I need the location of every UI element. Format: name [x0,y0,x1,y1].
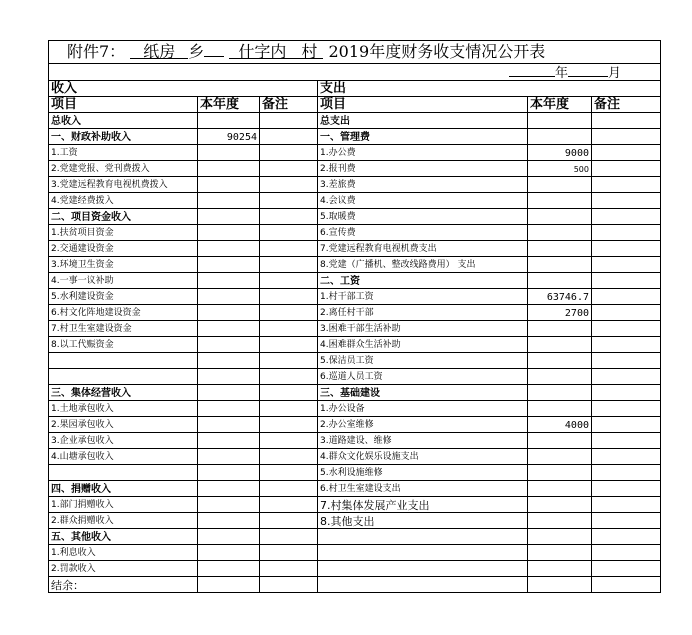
expense-value [528,433,592,449]
expense-item: 4.群众文化娱乐设施支出 [318,449,528,465]
expense-item: 3.困难干部生活补助 [318,321,528,337]
income-value [198,513,260,529]
expense-item: 2.办公室维修 [318,417,528,433]
total-row [49,113,661,129]
income-note [260,433,318,449]
title-village-suffix: 村 [295,45,323,59]
total-expense-note [592,113,661,129]
income-note [260,353,318,369]
income-item: 一、财政补助收入 [49,129,198,145]
table-row [49,401,661,417]
expense-item: 三、基础建设 [318,385,528,401]
footer-expense-value [528,577,592,593]
expense-item: 1.村干部工资 [318,289,528,305]
expense-header: 支出 [318,81,661,97]
income-note [260,257,318,273]
expense-note [592,289,661,305]
income-item: 6.村文化阵地建设资金 [49,305,198,321]
title-row [49,41,661,64]
income-value [198,305,260,321]
income-note [260,417,318,433]
income-item: 2.果园承包收入 [49,417,198,433]
income-item-header: 项目 [49,97,198,113]
title-prefix: 附件7： [67,42,126,61]
income-item [49,353,198,369]
table-row [49,497,661,513]
expense-value [528,177,592,193]
expense-value: 2700 [528,305,592,321]
total-income-note [260,113,318,129]
income-note [260,385,318,401]
income-item [49,369,198,385]
income-item: 2.交通建设资金 [49,241,198,257]
income-value [198,433,260,449]
expense-item: 5.取暖费 [318,209,528,225]
expense-item [318,561,528,577]
income-item: 2.罚款收入 [49,561,198,577]
expense-item: 4.会议费 [318,193,528,209]
total-income-value [198,113,260,129]
expense-note [592,401,661,417]
expense-value [528,225,592,241]
expense-note [592,545,661,561]
income-item: 3.环境卫生资金 [49,257,198,273]
expense-note [592,353,661,369]
expense-value [528,401,592,417]
expense-value [528,529,592,545]
table-row [49,289,661,305]
title-town-gap [204,56,224,57]
income-note [260,193,318,209]
income-item: 1.土地承包收入 [49,401,198,417]
balance-value [198,577,260,593]
income-value [198,401,260,417]
income-item: 7.村卫生室建设资金 [49,321,198,337]
income-item: 4.一事一议补助 [49,273,198,289]
expense-value [528,321,592,337]
income-item: 五、其他收入 [49,529,198,545]
title-village: 什字内 [229,45,295,59]
income-note [260,161,318,177]
income-value [198,241,260,257]
column-header-row [49,97,661,113]
expense-item: 6.宣传费 [318,225,528,241]
table-row [49,561,661,577]
table-row [49,513,661,529]
income-note [260,529,318,545]
income-note [260,513,318,529]
expense-item: 1.办公费 [318,145,528,161]
expense-value [528,273,592,289]
expense-value [528,449,592,465]
income-item [49,465,198,481]
expense-value [528,193,592,209]
date-row [49,64,661,81]
expense-value [528,209,592,225]
expense-note [592,305,661,321]
expense-year-header: 本年度 [528,97,592,113]
expense-value [528,497,592,513]
income-note [260,401,318,417]
title-town: 纸房 [130,45,188,59]
income-value [198,209,260,225]
expense-item: 二、工资 [318,273,528,289]
table-row [49,481,661,497]
year-label: 年 [555,66,569,81]
expense-note [592,449,661,465]
income-note [260,369,318,385]
income-value [198,465,260,481]
income-value [198,545,260,561]
income-year-header: 本年度 [198,97,260,113]
income-value [198,481,260,497]
expense-note [592,273,661,289]
income-note [260,481,318,497]
income-value [198,337,260,353]
income-item: 1.部门捐赠收入 [49,497,198,513]
expense-item-header: 项目 [318,97,528,113]
expense-value [528,465,592,481]
expense-item: 7.村集体发展产业支出 [318,497,528,513]
expense-value: 4000 [528,417,592,433]
expense-item: 7.党建远程教育电视机费支出 [318,241,528,257]
expense-note [592,369,661,385]
income-value [198,417,260,433]
income-value [198,353,260,369]
expense-note [592,209,661,225]
table-row [49,449,661,465]
title-suffix: 2019年度财务收支情况公开表 [328,42,546,61]
expense-item: 8.党建（广播机、整改线路费用） 支出 [318,257,528,273]
footer-expense-item [318,577,528,593]
table-row [49,145,661,161]
income-value [198,273,260,289]
expense-note [592,481,661,497]
income-item: 1.扶贫项目资金 [49,225,198,241]
income-value [198,561,260,577]
table-row [49,129,661,145]
income-item: 1.利息收入 [49,545,198,561]
expense-value [528,257,592,273]
income-value [198,161,260,177]
table-row [49,465,661,481]
income-item: 3.企业承包收入 [49,433,198,449]
income-note [260,545,318,561]
expense-note-header: 备注 [592,97,661,113]
expense-item: 2.离任村干部 [318,305,528,321]
income-note [260,209,318,225]
income-note [260,241,318,257]
expense-note [592,321,661,337]
table-row [49,225,661,241]
expense-note [592,161,661,177]
income-item: 2.党建党报、党刊费拨入 [49,161,198,177]
income-value [198,449,260,465]
expense-item: 1.办公设备 [318,401,528,417]
income-item: 三、集体经营收入 [49,385,198,401]
expense-note [592,529,661,545]
table-row [49,529,661,545]
income-note [260,129,318,145]
expense-note [592,513,661,529]
expense-value: 63746.7 [528,289,592,305]
finance-disclosure-sheet [48,40,660,593]
expense-item: 一、管理费 [318,129,528,145]
expense-value [528,545,592,561]
income-item: 3.党建远程教育电视机费拨入 [49,177,198,193]
expense-note [592,241,661,257]
expense-note [592,561,661,577]
table-row [49,209,661,225]
expense-value [528,481,592,497]
table-row [49,241,661,257]
income-note [260,289,318,305]
table-row [49,273,661,289]
income-value [198,257,260,273]
income-value [198,225,260,241]
income-value [198,321,260,337]
expense-note [592,433,661,449]
income-item: 二、项目资金收入 [49,209,198,225]
expense-note [592,225,661,241]
year-blank [509,64,555,77]
income-value [198,385,260,401]
total-income-label: 总收入 [49,113,198,129]
expense-item: 4.困难群众生活补助 [318,337,528,353]
expense-note [592,385,661,401]
table-row [49,369,661,385]
expense-item: 8.其他支出 [318,513,528,529]
month-blank [568,64,608,77]
income-header: 收入 [49,81,318,97]
expense-note [592,145,661,161]
expense-item: 3.道路建设、维修 [318,433,528,449]
income-value [198,177,260,193]
balance-label: 结余： [49,577,198,593]
income-note [260,465,318,481]
table-row [49,545,661,561]
finance-table [48,40,661,593]
income-note-header: 备注 [260,97,318,113]
expense-value [528,337,592,353]
expense-note [592,129,661,145]
income-item: 1.工资 [49,145,198,161]
income-note [260,273,318,289]
title-town-suffix: 乡 [188,42,205,61]
expense-note [592,417,661,433]
income-item: 2.群众捐赠收入 [49,513,198,529]
income-value [198,369,260,385]
section-header-row [49,81,661,97]
income-value [198,193,260,209]
income-value [198,529,260,545]
expense-value: 500 [528,161,592,177]
table-row [49,353,661,369]
month-label: 月 [608,66,622,81]
expense-note [592,193,661,209]
footer-expense-note [592,577,661,593]
income-note [260,337,318,353]
table-row [49,161,661,177]
expense-value [528,353,592,369]
expense-value [528,385,592,401]
income-note [260,225,318,241]
expense-note [592,257,661,273]
table-row [49,433,661,449]
table-row [49,321,661,337]
income-value [198,289,260,305]
expense-note [592,497,661,513]
expense-item: 5.水利设施维修 [318,465,528,481]
expense-note [592,337,661,353]
income-note [260,145,318,161]
table-row [49,417,661,433]
income-value: 90254 [198,129,260,145]
income-item: 四、捐赠收入 [49,481,198,497]
expense-note [592,465,661,481]
table-title [49,41,661,64]
expense-value [528,129,592,145]
income-note [260,497,318,513]
table-row [49,385,661,401]
expense-item [318,529,528,545]
income-note [260,561,318,577]
table-row [49,337,661,353]
expense-value: 9000 [528,145,592,161]
income-item: 8.以工代赈资金 [49,337,198,353]
date-cell [49,64,661,81]
income-note [260,321,318,337]
expense-item: 5.保洁员工资 [318,353,528,369]
expense-value [528,241,592,257]
expense-note [592,177,661,193]
income-value [198,497,260,513]
income-note [260,177,318,193]
total-expense-value [528,113,592,129]
expense-item: 2.报刊费 [318,161,528,177]
income-item: 5.水利建设资金 [49,289,198,305]
expense-value [528,369,592,385]
income-item: 4.党建经费拨入 [49,193,198,209]
expense-item: 6.村卫生室建设支出 [318,481,528,497]
income-item: 4.山塘承包收入 [49,449,198,465]
balance-note [260,577,318,593]
table-row [49,305,661,321]
income-value [198,145,260,161]
expense-item [318,545,528,561]
income-note [260,305,318,321]
expense-item: 6.巡道人员工资 [318,369,528,385]
footer-row [49,577,661,593]
income-note [260,449,318,465]
total-expense-label: 总支出 [318,113,528,129]
table-row [49,193,661,209]
table-row [49,177,661,193]
table-row [49,257,661,273]
expense-item: 3.差旅费 [318,177,528,193]
expense-value [528,561,592,577]
expense-value [528,513,592,529]
